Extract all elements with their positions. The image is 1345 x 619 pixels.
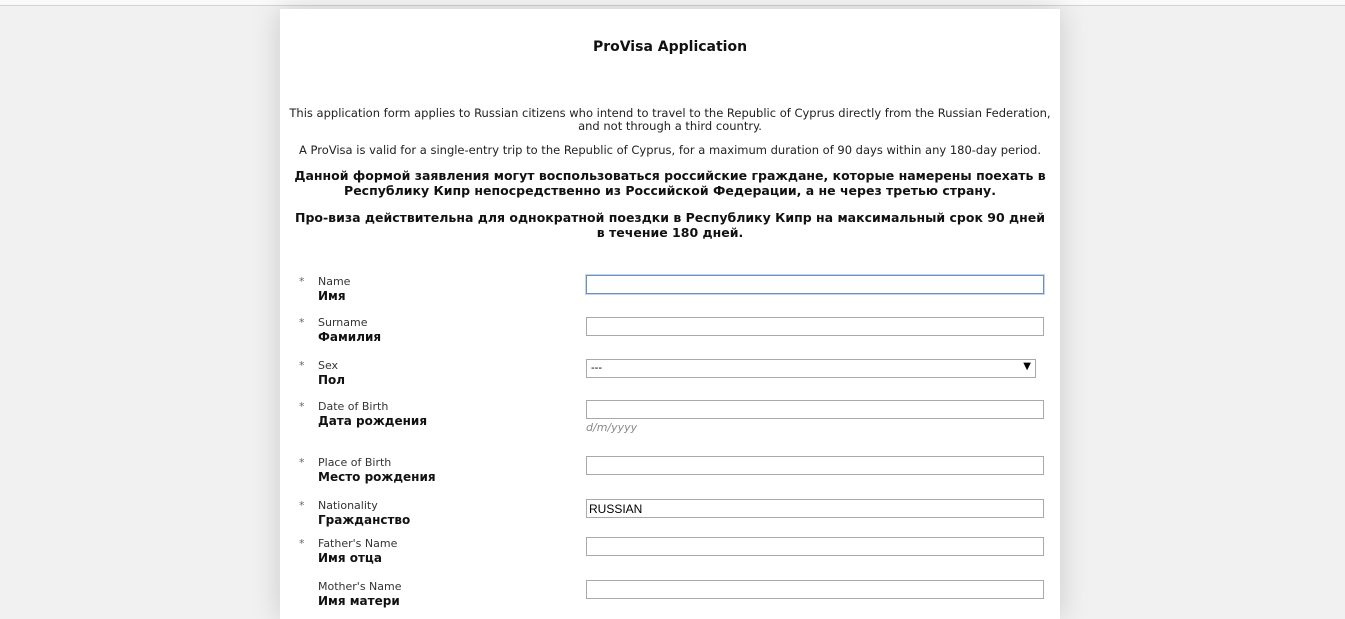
father-name-input[interactable] bbox=[586, 537, 1044, 556]
dob-input[interactable] bbox=[586, 400, 1044, 419]
browser-top-edge bbox=[0, 0, 1345, 6]
mother-label-en: Mother's Name bbox=[318, 580, 402, 593]
required-marker: * bbox=[299, 275, 305, 288]
sex-label-ru: Пол bbox=[318, 373, 346, 387]
mother-name-input[interactable] bbox=[586, 580, 1044, 599]
intro-english-2: A ProVisa is valid for a single-entry trip to the Republic of Cyprus, for a maximum duration of 90 days within any 180-day period. bbox=[298, 143, 1042, 157]
sex-label-en: Sex bbox=[318, 359, 339, 372]
intro-russian-2: Про-виза действительна для однократной поездки в Республику Кипр на максимальный срок 90 дней в течение 180 дней. bbox=[294, 210, 1046, 240]
surname-label-en: Surname bbox=[318, 316, 368, 329]
pob-input[interactable] bbox=[586, 456, 1044, 475]
father-label-ru: Имя отца bbox=[318, 551, 382, 565]
required-marker: * bbox=[299, 316, 305, 329]
page-title: ProVisa Application bbox=[592, 39, 748, 55]
required-marker: * bbox=[299, 499, 305, 512]
name-input[interactable] bbox=[586, 275, 1044, 294]
sex-select[interactable] bbox=[586, 359, 1036, 378]
surname-label-ru: Фамилия bbox=[318, 330, 382, 344]
mother-label-ru: Имя матери bbox=[318, 594, 400, 608]
name-label-en: Name bbox=[318, 275, 351, 288]
name-label-ru: Имя bbox=[318, 289, 346, 303]
dob-format-hint: d/m/yyyy bbox=[586, 421, 638, 434]
intro-english-1: This application form applies to Russian citizens who intend to travel to the Republic of Cyprus directly from the Russian Federation, and not through a third country. bbox=[289, 106, 1051, 133]
pob-label-ru: Место рождения bbox=[318, 470, 436, 484]
dob-label-en: Date of Birth bbox=[318, 400, 389, 413]
intro-russian-1: Данной формой заявления могут воспользоваться российские граждане, которые намерены поехать в Республику Кипр непосредственно из Российской Федерации, а не через третью страну. bbox=[294, 168, 1046, 198]
application-form-card bbox=[280, 9, 1060, 619]
surname-input[interactable] bbox=[586, 317, 1044, 336]
father-label-en: Father's Name bbox=[318, 537, 398, 550]
sex-select-value: --- bbox=[591, 362, 602, 374]
nationality-label-ru: Гражданство bbox=[318, 513, 411, 527]
dob-label-ru: Дата рождения bbox=[318, 414, 428, 428]
nationality-label-en: Nationality bbox=[318, 499, 378, 512]
required-marker: * bbox=[299, 400, 305, 413]
pob-label-en: Place of Birth bbox=[318, 456, 392, 469]
required-marker: * bbox=[299, 359, 305, 372]
chevron-down-icon: ▼ bbox=[1023, 361, 1031, 372]
nationality-input[interactable] bbox=[586, 499, 1044, 518]
required-marker: * bbox=[299, 456, 305, 469]
required-marker: * bbox=[299, 537, 305, 550]
